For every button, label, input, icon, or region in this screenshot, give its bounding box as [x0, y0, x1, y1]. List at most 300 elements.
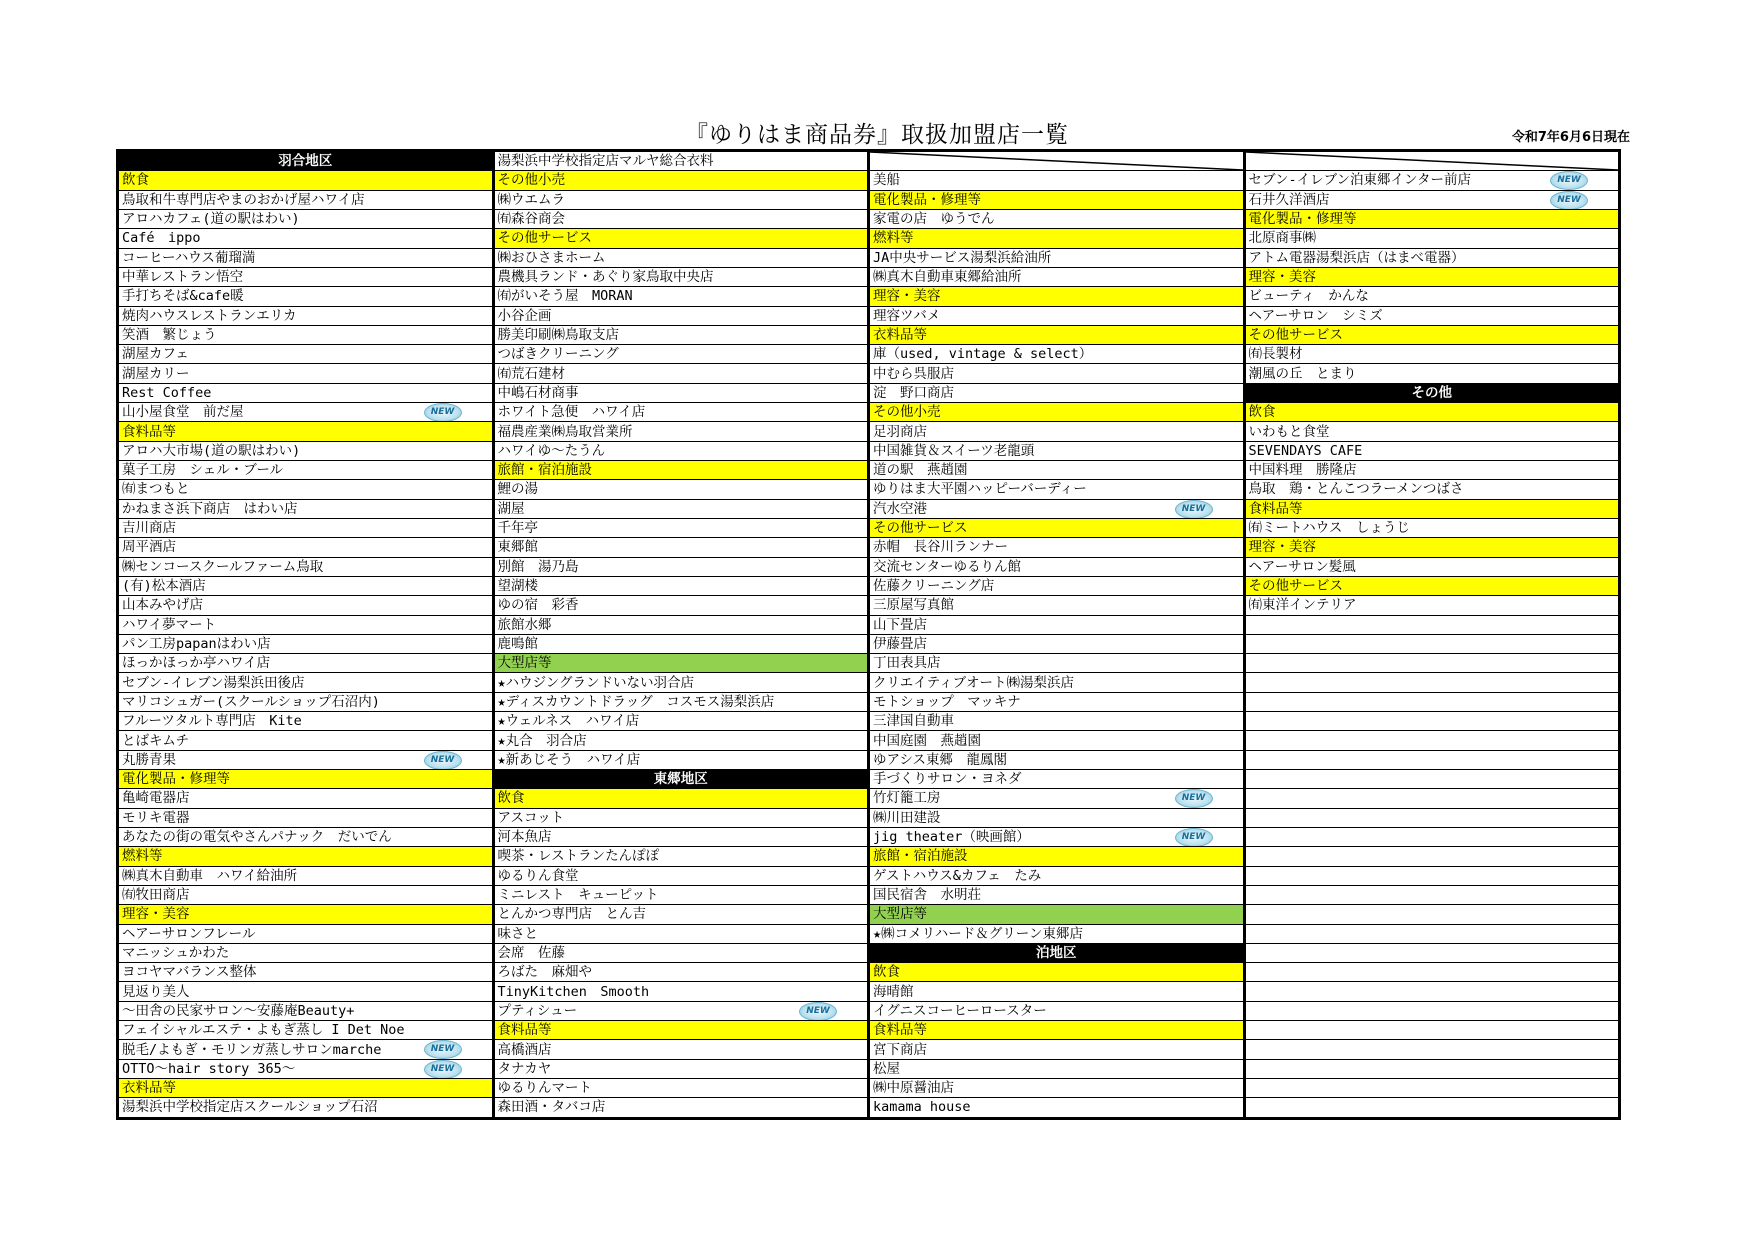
empty-cell — [1246, 751, 1619, 770]
cell-text: 中国料理 勝隆店 — [1248, 462, 1357, 479]
cell-text: ㈱センコースクールファーム鳥取 — [122, 558, 324, 575]
store-cell — [870, 558, 1243, 577]
cell-text: ★㈱コメリハード＆グリーン東郷店 — [873, 925, 1083, 942]
cell-text: 見返り美人 — [122, 983, 190, 1000]
store-cell — [1246, 249, 1619, 268]
store-cell — [495, 403, 868, 422]
cell-text: その他サービス — [1248, 326, 1343, 343]
store-cell — [495, 809, 868, 828]
cell-text: 焼肉ハウスレストランエリカ — [122, 307, 297, 324]
store-cell — [870, 480, 1243, 499]
empty-cell — [1246, 616, 1619, 635]
category-header — [119, 171, 492, 190]
category-header — [495, 461, 868, 480]
store-cell — [119, 326, 492, 345]
cell-text: ㈱川田建設 — [873, 809, 941, 826]
store-cell — [119, 1021, 492, 1040]
cell-text: 吉川商店 — [122, 520, 176, 537]
area-header — [1246, 384, 1619, 403]
store-cell — [495, 886, 868, 905]
cell-text: 電化製品・修理等 — [1248, 211, 1357, 228]
cell-text: 河本魚店 — [497, 829, 552, 846]
store-cell — [1246, 461, 1619, 480]
store-cell — [495, 249, 868, 268]
store-cell — [870, 249, 1243, 268]
cell-text: アスコット — [497, 809, 565, 826]
empty-cell — [1246, 635, 1619, 654]
new-badge-icon: NEW — [1550, 191, 1588, 210]
store-cell — [495, 925, 868, 944]
cell-text: 周平酒店 — [122, 539, 176, 556]
store-cell — [495, 731, 868, 750]
area-header — [495, 770, 868, 789]
store-cell — [870, 635, 1243, 654]
category-header — [495, 1021, 868, 1040]
store-cell — [870, 442, 1243, 461]
cell-text: 竹灯籠工房 — [873, 790, 941, 807]
store-cell — [495, 210, 868, 229]
cell-text: 農機具ランド・あぐり家鳥取中央店 — [497, 269, 714, 286]
cell-text: ㈱中原醤油店 — [873, 1080, 954, 1097]
store-cell — [495, 480, 868, 499]
new-badge-icon: NEW — [424, 403, 462, 422]
store-cell — [870, 693, 1243, 712]
cell-text: 道の駅 燕趙園 — [873, 462, 968, 479]
cell-text: 別館 湯乃島 — [497, 558, 579, 575]
cell-text: ㈲荒石建材 — [497, 365, 565, 382]
category-header-large-store — [870, 905, 1243, 924]
cell-text: 湖屋 — [497, 500, 525, 517]
store-cell — [1246, 229, 1619, 248]
cell-text: 山本みやげ店 — [122, 597, 203, 614]
cell-text: 味さと — [497, 925, 538, 942]
cell-text: 三原屋写真館 — [873, 597, 954, 614]
cell-text: 飲食 — [497, 790, 525, 807]
cell-text: ★ハウジングランドいない羽合店 — [497, 674, 695, 691]
category-header — [870, 1021, 1243, 1040]
store-cell — [119, 442, 492, 461]
store-cell — [495, 867, 868, 886]
empty-cell — [1246, 944, 1619, 963]
cell-text: 千年亭 — [497, 520, 538, 537]
cell-text: ㈲牧田商店 — [122, 887, 190, 904]
category-header — [119, 847, 492, 866]
category-header — [119, 905, 492, 924]
cell-text: 食料品等 — [497, 1022, 552, 1039]
cell-text: その他 — [1411, 384, 1452, 401]
cell-text: 鳥取和牛専門店やまのおかげ屋ハワイ店 — [122, 191, 365, 208]
column-3 — [870, 152, 1246, 1117]
cell-text: 理容・美容 — [122, 906, 190, 923]
cell-text: マニッシュかわた — [122, 944, 230, 961]
new-badge-icon: NEW — [424, 1060, 462, 1079]
cell-text: 燃料等 — [873, 230, 914, 247]
store-cell — [495, 307, 868, 326]
cell-text: 手打ちそば&cafe暖 — [122, 288, 244, 305]
cell-text: 泊地区 — [1036, 944, 1077, 961]
cell-text: かねまさ浜下商店 はわい店 — [122, 500, 298, 517]
store-cell — [119, 461, 492, 480]
cell-text: その他サービス — [497, 230, 592, 247]
new-badge-icon: NEW — [1175, 789, 1213, 808]
cell-text: Rest Coffee — [122, 384, 212, 401]
store-cell — [495, 1040, 868, 1059]
empty-cell — [1246, 1040, 1619, 1059]
store-cell — [495, 1098, 868, 1116]
cell-text: ゆるりんマート — [497, 1080, 592, 1097]
store-cell — [119, 384, 492, 403]
cell-text: 食料品等 — [1248, 500, 1303, 517]
store-cell — [1246, 519, 1619, 538]
cell-text: ★ディスカウントドラッグ コスモス湯梨浜店 — [497, 693, 775, 710]
cell-text: ㈲まつもと — [122, 481, 190, 498]
store-cell — [119, 1098, 492, 1116]
store-cell — [119, 809, 492, 828]
store-cell — [870, 731, 1243, 750]
cell-text: ゆアシス東郷 龍鳳閣 — [873, 751, 1008, 768]
cell-text: ほっかほっか亭ハワイ店 — [122, 655, 271, 672]
cell-text: 羽合地区 — [278, 153, 333, 170]
column-2 — [495, 152, 871, 1117]
category-header — [870, 229, 1243, 248]
cell-text: ミニレスト キューピット — [497, 887, 659, 904]
store-cell — [119, 249, 492, 268]
cell-text: ホワイト急便 ハワイ店 — [497, 404, 646, 421]
cell-text: ゆりはま大平園ハッピーバーディー — [873, 481, 1087, 498]
store-cell — [495, 1060, 868, 1079]
store-cell — [119, 925, 492, 944]
cell-text: パン工房papanはわい店 — [122, 635, 271, 652]
store-cell — [119, 982, 492, 1001]
cell-text: その他小売 — [873, 404, 941, 421]
cell-text: 家電の店 ゆうでん — [873, 211, 995, 228]
cell-text: 理容・美容 — [1248, 539, 1316, 556]
category-header — [119, 1079, 492, 1098]
store-cell — [870, 809, 1243, 828]
cell-text: 丸勝青果 — [122, 751, 176, 768]
store-cell — [1246, 422, 1619, 441]
cell-text: 食料品等 — [873, 1022, 927, 1039]
store-cell — [870, 384, 1243, 403]
store-cell — [119, 558, 492, 577]
cell-text: ㈱ウエムラ — [497, 191, 565, 208]
empty-cell — [1246, 1021, 1619, 1040]
empty-cell — [1246, 731, 1619, 750]
store-cell — [870, 461, 1243, 480]
store-cell — [870, 751, 1243, 770]
cell-text: 大型店等 — [497, 655, 552, 672]
cell-text: (有)松本酒店 — [122, 578, 206, 595]
cell-text: 鹿鳴館 — [497, 635, 538, 652]
blank-diagonal-cell — [1246, 152, 1619, 171]
store-cell — [870, 982, 1243, 1001]
store-cell — [119, 751, 492, 770]
cell-text: 望湖楼 — [497, 578, 538, 595]
empty-cell — [1246, 1002, 1619, 1021]
store-cell — [1246, 596, 1619, 615]
cell-text: ㈲ミートハウス しょうじ — [1248, 520, 1410, 537]
cell-text: イグニスコーヒーロースター — [873, 1002, 1047, 1019]
empty-cell — [1246, 1060, 1619, 1079]
store-cell — [870, 1040, 1243, 1059]
store-cell — [495, 847, 868, 866]
cell-text: 赤帽 長谷川ランナー — [873, 539, 1008, 556]
store-cell — [495, 500, 868, 519]
cell-text: 食料品等 — [122, 423, 176, 440]
store-cell — [870, 345, 1243, 364]
store-cell — [870, 925, 1243, 944]
store-cell — [495, 191, 868, 210]
cell-text: クリエイティブオート㈱湯梨浜店 — [873, 674, 1075, 691]
store-cell — [119, 287, 492, 306]
store-cell — [870, 828, 1243, 847]
store-cell — [870, 577, 1243, 596]
cell-text: 高橋酒店 — [497, 1041, 552, 1058]
empty-cell — [1246, 925, 1619, 944]
cell-text: タナカヤ — [497, 1060, 552, 1077]
cell-text: kamama house — [873, 1099, 971, 1116]
cell-text: 海晴館 — [873, 983, 914, 1000]
new-badge-icon: NEW — [799, 1002, 837, 1021]
store-cell — [1246, 442, 1619, 461]
cell-text: ㈲森谷商会 — [497, 211, 565, 228]
cell-text: 丁田表具店 — [873, 655, 941, 672]
category-header — [495, 789, 868, 808]
empty-cell — [1246, 673, 1619, 692]
cell-text: マリコシュガー(スクールショップ石沼内) — [122, 693, 380, 710]
store-cell — [495, 1002, 868, 1021]
store-cell — [495, 268, 868, 287]
cell-text: 中嶋石材商事 — [497, 384, 579, 401]
cell-text: ㈱真木自動車東郷給油所 — [873, 269, 1022, 286]
store-cell — [119, 963, 492, 982]
store-cell — [119, 1002, 492, 1021]
store-cell — [495, 577, 868, 596]
cell-text: 湖屋カフェ — [122, 346, 189, 363]
store-cell — [119, 519, 492, 538]
cell-text: 衣料品等 — [873, 326, 927, 343]
store-cell — [495, 384, 868, 403]
store-cell — [495, 152, 868, 171]
cell-text: つばきクリーニング — [497, 346, 619, 363]
store-cell — [119, 886, 492, 905]
store-cell — [870, 538, 1243, 557]
cell-text: ろばた 麻畑や — [497, 964, 592, 981]
cell-text: 鳥取 鶏・とんこつラーメンつばさ — [1248, 481, 1464, 498]
cell-text: OTTO～hair story 365～ — [122, 1060, 296, 1077]
store-cell — [870, 307, 1243, 326]
store-cell — [870, 616, 1243, 635]
cell-text: 石井久洋酒店 — [1248, 191, 1330, 208]
cell-text: 理容・美容 — [1248, 269, 1316, 286]
cell-text: ヘアーサロン シミズ — [1248, 307, 1383, 324]
cell-text: 理容ツバメ — [873, 307, 941, 324]
area-header — [119, 152, 492, 171]
category-header — [870, 847, 1243, 866]
cell-text: ヨコヤマバランス整体 — [122, 964, 257, 981]
blank-diagonal-cell — [870, 152, 1243, 171]
store-cell — [119, 673, 492, 692]
category-header — [119, 422, 492, 441]
empty-cell — [1246, 1098, 1619, 1116]
area-header — [870, 944, 1243, 963]
store-cell — [119, 268, 492, 287]
store-cell — [119, 867, 492, 886]
cell-text: 鯉の湯 — [497, 481, 538, 498]
new-badge-icon: NEW — [424, 751, 462, 770]
store-cell — [870, 1098, 1243, 1116]
store-cell — [1246, 480, 1619, 499]
store-cell — [1246, 345, 1619, 364]
cell-text: ヘアーサロンフレール — [122, 925, 256, 942]
store-cell — [119, 229, 492, 248]
store-cell — [495, 712, 868, 731]
cell-text: アトム電器湯梨浜店（はまべ電器） — [1248, 249, 1465, 266]
cell-text: 足羽商店 — [873, 423, 927, 440]
cell-text: 伊藤畳店 — [873, 635, 927, 652]
store-cell — [119, 828, 492, 847]
store-cell — [119, 712, 492, 731]
store-cell — [495, 538, 868, 557]
cell-text: 亀崎電器店 — [122, 790, 190, 807]
store-cell — [119, 191, 492, 210]
store-cell — [495, 944, 868, 963]
empty-cell — [1246, 693, 1619, 712]
store-cell — [495, 287, 868, 306]
store-cell — [495, 982, 868, 1001]
cell-text: ★ウェルネス ハワイ店 — [497, 713, 640, 730]
store-cell — [495, 422, 868, 441]
empty-cell — [1246, 770, 1619, 789]
empty-cell — [1246, 1079, 1619, 1098]
category-header — [119, 770, 492, 789]
store-cell — [119, 635, 492, 654]
cell-text: 中華レストラン悟空 — [122, 269, 244, 286]
cell-text: 淀 野口商店 — [873, 384, 954, 401]
cell-text: セブン-イレブン湯梨浜田後店 — [122, 674, 305, 691]
cell-text: ハワイゆ～たうん — [497, 442, 606, 459]
category-header — [1246, 577, 1619, 596]
cell-text: 飲食 — [1248, 404, 1276, 421]
cell-text: 山下畳店 — [873, 616, 927, 633]
store-cell — [119, 693, 492, 712]
cell-text: 佐藤クリーニング店 — [873, 578, 995, 595]
cell-text: その他小売 — [497, 172, 565, 189]
cell-text: モトショップ マッキナ — [873, 693, 1021, 710]
cell-text: 手づくりサロン・ヨネダ — [873, 771, 1022, 788]
cell-text: ★丸合 羽合店 — [497, 732, 587, 749]
store-cell — [119, 345, 492, 364]
cell-text: 三津国自動車 — [873, 713, 954, 730]
store-cell — [870, 712, 1243, 731]
store-cell — [119, 654, 492, 673]
column-1 — [119, 152, 495, 1117]
cell-text: 脱毛/よもぎ・モリンガ蒸しサロンmarche — [122, 1041, 382, 1058]
cell-text: Café ippo — [122, 230, 201, 247]
category-header — [870, 403, 1243, 422]
store-cell — [119, 480, 492, 499]
cell-text: 喫茶・レストランたんぽぽ — [497, 848, 660, 865]
empty-cell — [1246, 963, 1619, 982]
cell-text: 笑酒 繁じょう — [122, 326, 217, 343]
category-header — [870, 287, 1243, 306]
cell-text: 東郷地区 — [653, 771, 708, 788]
category-header — [1246, 403, 1619, 422]
cell-text: 菓子工房 シェル・ブール — [122, 462, 284, 479]
store-cell — [1246, 191, 1619, 210]
empty-cell — [1246, 654, 1619, 673]
new-badge-icon: NEW — [424, 1040, 462, 1059]
store-list-table — [116, 149, 1621, 1120]
store-cell — [870, 1060, 1243, 1079]
store-cell — [1246, 287, 1619, 306]
store-cell — [870, 364, 1243, 383]
cell-text: 松屋 — [873, 1060, 900, 1077]
cell-text: 旅館水郷 — [497, 616, 552, 633]
store-cell — [119, 307, 492, 326]
cell-text: 会席 佐藤 — [497, 944, 565, 961]
cell-text: ㈱おひさまホーム — [497, 249, 606, 266]
cell-text: 山小屋食堂 前だ屋 — [122, 404, 244, 421]
store-cell — [870, 422, 1243, 441]
store-cell — [495, 1079, 868, 1098]
cell-text: 電化製品・修理等 — [122, 771, 230, 788]
category-header — [1246, 538, 1619, 557]
cell-text: いわもと食堂 — [1248, 423, 1330, 440]
store-cell — [119, 403, 492, 422]
category-header — [870, 519, 1243, 538]
cell-text: 中むら呉服店 — [873, 365, 954, 382]
store-cell — [495, 963, 868, 982]
cell-text: 湯梨浜中学校指定店スクールショップ石沼 — [122, 1099, 378, 1116]
store-cell — [495, 751, 868, 770]
store-cell — [1246, 307, 1619, 326]
cell-text: 飲食 — [122, 172, 149, 189]
cell-text: ゆの宿 彩香 — [497, 597, 579, 614]
category-header — [1246, 326, 1619, 345]
cell-text: 汽水空港 — [873, 500, 927, 517]
store-cell — [119, 944, 492, 963]
cell-text: 庫（used, vintage & select） — [873, 346, 1093, 363]
new-badge-icon: NEW — [1550, 171, 1588, 190]
store-cell — [119, 1060, 492, 1079]
cell-text: 東郷館 — [497, 539, 538, 556]
store-cell — [495, 828, 868, 847]
cell-text: とんかつ専門店 とん吉 — [497, 906, 646, 923]
empty-cell — [1246, 886, 1619, 905]
category-header-large-store — [495, 654, 868, 673]
cell-text: jig theater（映画館） — [873, 829, 1030, 846]
cell-text: ㈲東洋インテリア — [1248, 597, 1357, 614]
store-cell — [870, 886, 1243, 905]
cell-text: モリキ電器 — [122, 809, 190, 826]
cell-text: 美船 — [873, 172, 900, 189]
store-cell — [870, 171, 1243, 190]
store-cell — [119, 731, 492, 750]
new-badge-icon: NEW — [1175, 500, 1213, 519]
cell-text: セブン-イレブン泊東郷インター前店 — [1248, 172, 1472, 189]
cell-text: ゆるりん食堂 — [497, 867, 579, 884]
store-cell — [119, 577, 492, 596]
cell-text: ㈲長製材 — [1248, 346, 1303, 363]
cell-text: アロハ大市場(道の駅はわい) — [122, 442, 301, 459]
store-cell — [870, 770, 1243, 789]
store-cell — [119, 538, 492, 557]
category-header — [870, 326, 1243, 345]
page-title: 『ゆりはま商品券』取扱加盟店一覧 — [685, 122, 1069, 148]
store-cell — [119, 616, 492, 635]
cell-text: 旅館・宿泊施設 — [497, 462, 592, 479]
